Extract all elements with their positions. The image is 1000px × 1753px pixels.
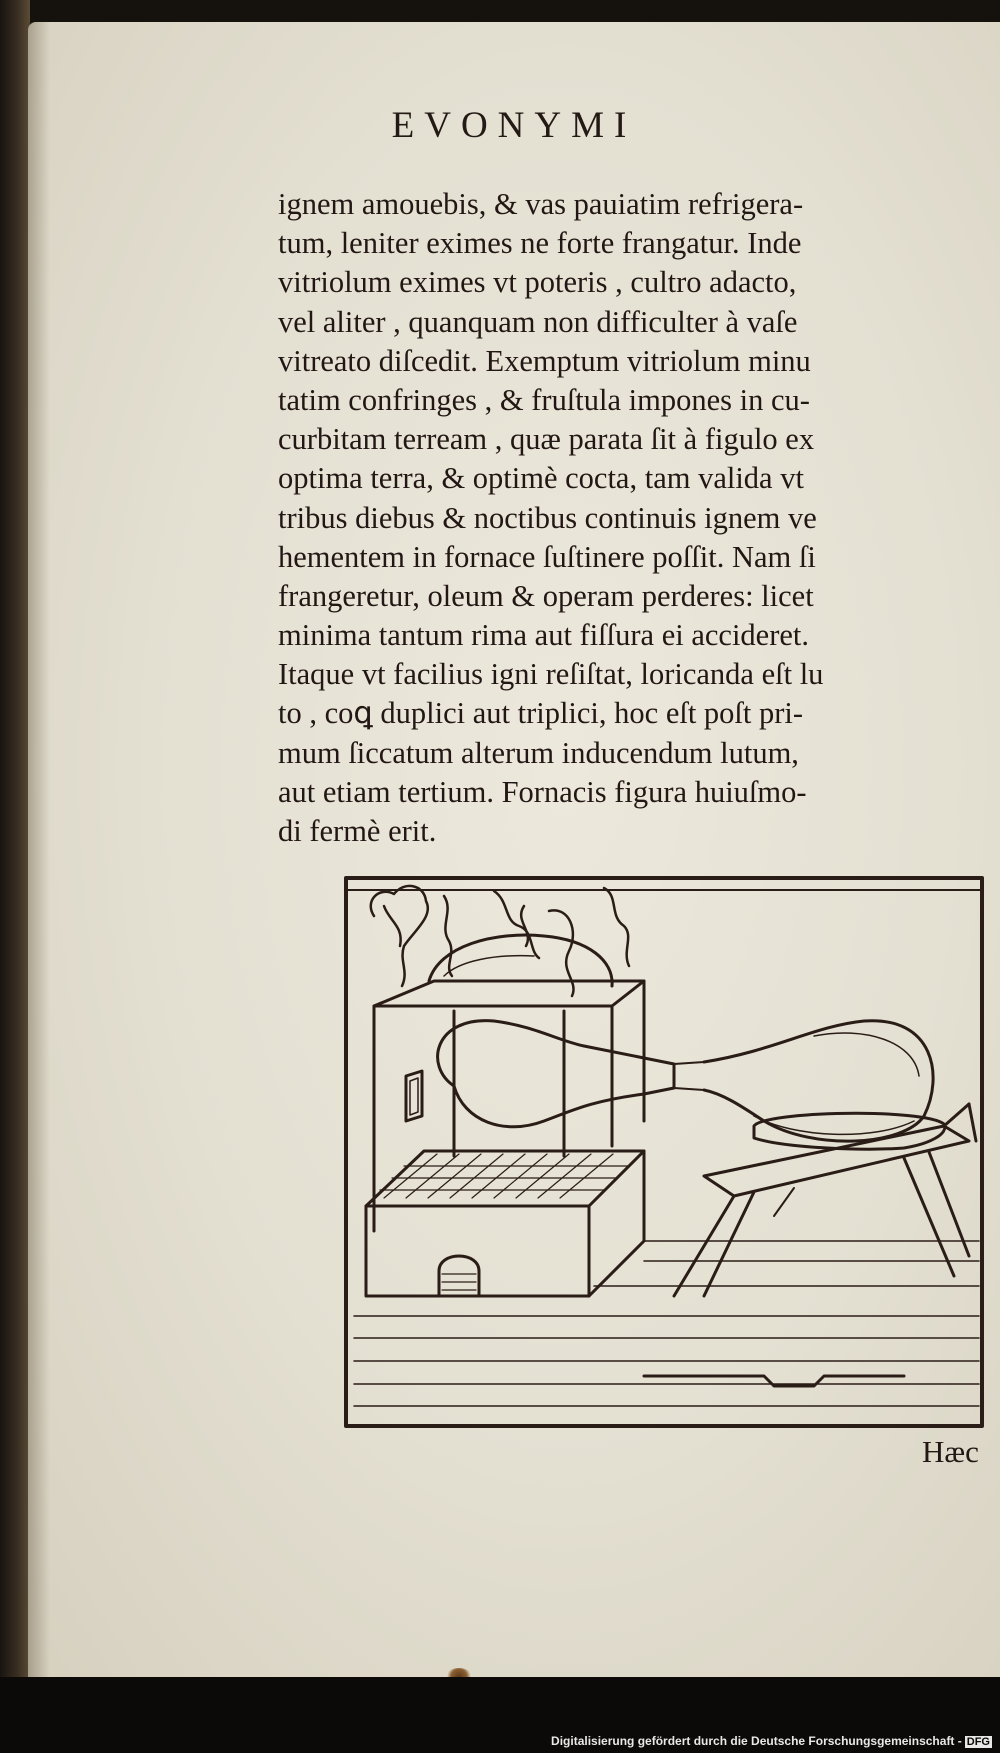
dfg-logo: DFG: [966, 1736, 990, 1748]
hearth: [366, 1151, 644, 1296]
furnace-woodcut-illustration: [344, 876, 986, 1431]
retort-vessel: [438, 1021, 933, 1142]
text-line: curbitam terream , quæ parata ſit à figulo ex: [278, 422, 815, 457]
stand: [674, 1104, 976, 1296]
text-line: ignem amouebis, & vas pauiatim refrigera-: [278, 187, 804, 221]
running-head: EVONYMI: [391, 105, 637, 146]
text-line: aut etiam tertium. Fornacis figura huiuſmo-: [278, 774, 807, 809]
floor: [354, 1241, 979, 1406]
smoke-plumes: [371, 886, 629, 996]
text-line: optima terra, & optimè cocta, tam valida vt: [278, 461, 804, 496]
book-edge: [0, 0, 30, 1700]
text-line: tribus diebus & noctibus continuis ignem ve: [278, 500, 817, 535]
text-line: tatim confringes , & fruſtula impones in cu-: [278, 382, 810, 417]
body-text: [278, 185, 986, 851]
scan-top-band: [0, 0, 1000, 22]
digitization-footer: [551, 1734, 992, 1748]
text-line: vel aliter , quanquam non difficulter à vaſe: [278, 304, 798, 339]
catchword: Hæc: [922, 1434, 979, 1469]
text-line: tum, leniter eximes ne forte frangatur. Inde: [278, 226, 802, 261]
text-line: hementem in fornace ſuſtinere poſſit. Nam ſi: [278, 539, 816, 574]
book-page: [28, 22, 1000, 1677]
gutter-shadow: [28, 22, 50, 1677]
text-line: frangeretur, oleum & operam perderes: licet: [278, 578, 814, 613]
text-line: minima tantum rima aut fiſſura ei accideret.: [278, 618, 809, 653]
text-line: mum ſiccatum alterum inducendum lutum,: [278, 735, 799, 770]
text-line: Itaque vt facilius igni reſiſtat, loricanda eſt lu: [278, 657, 824, 692]
text-line: vitreato diſcedit. Exemptum vitriolum minu: [278, 343, 811, 378]
text-line: to , coꝗ duplici aut triplici, hoc eſt poſt pri-: [278, 696, 804, 731]
footer-text: Digitalisierung gefördert durch die Deutsche Forschungsgemeinschaft -: [551, 1734, 962, 1748]
text-line: vitriolum eximes vt poteris , cultro adacto,: [278, 265, 797, 300]
text-line: di fermè erit.: [278, 814, 437, 848]
